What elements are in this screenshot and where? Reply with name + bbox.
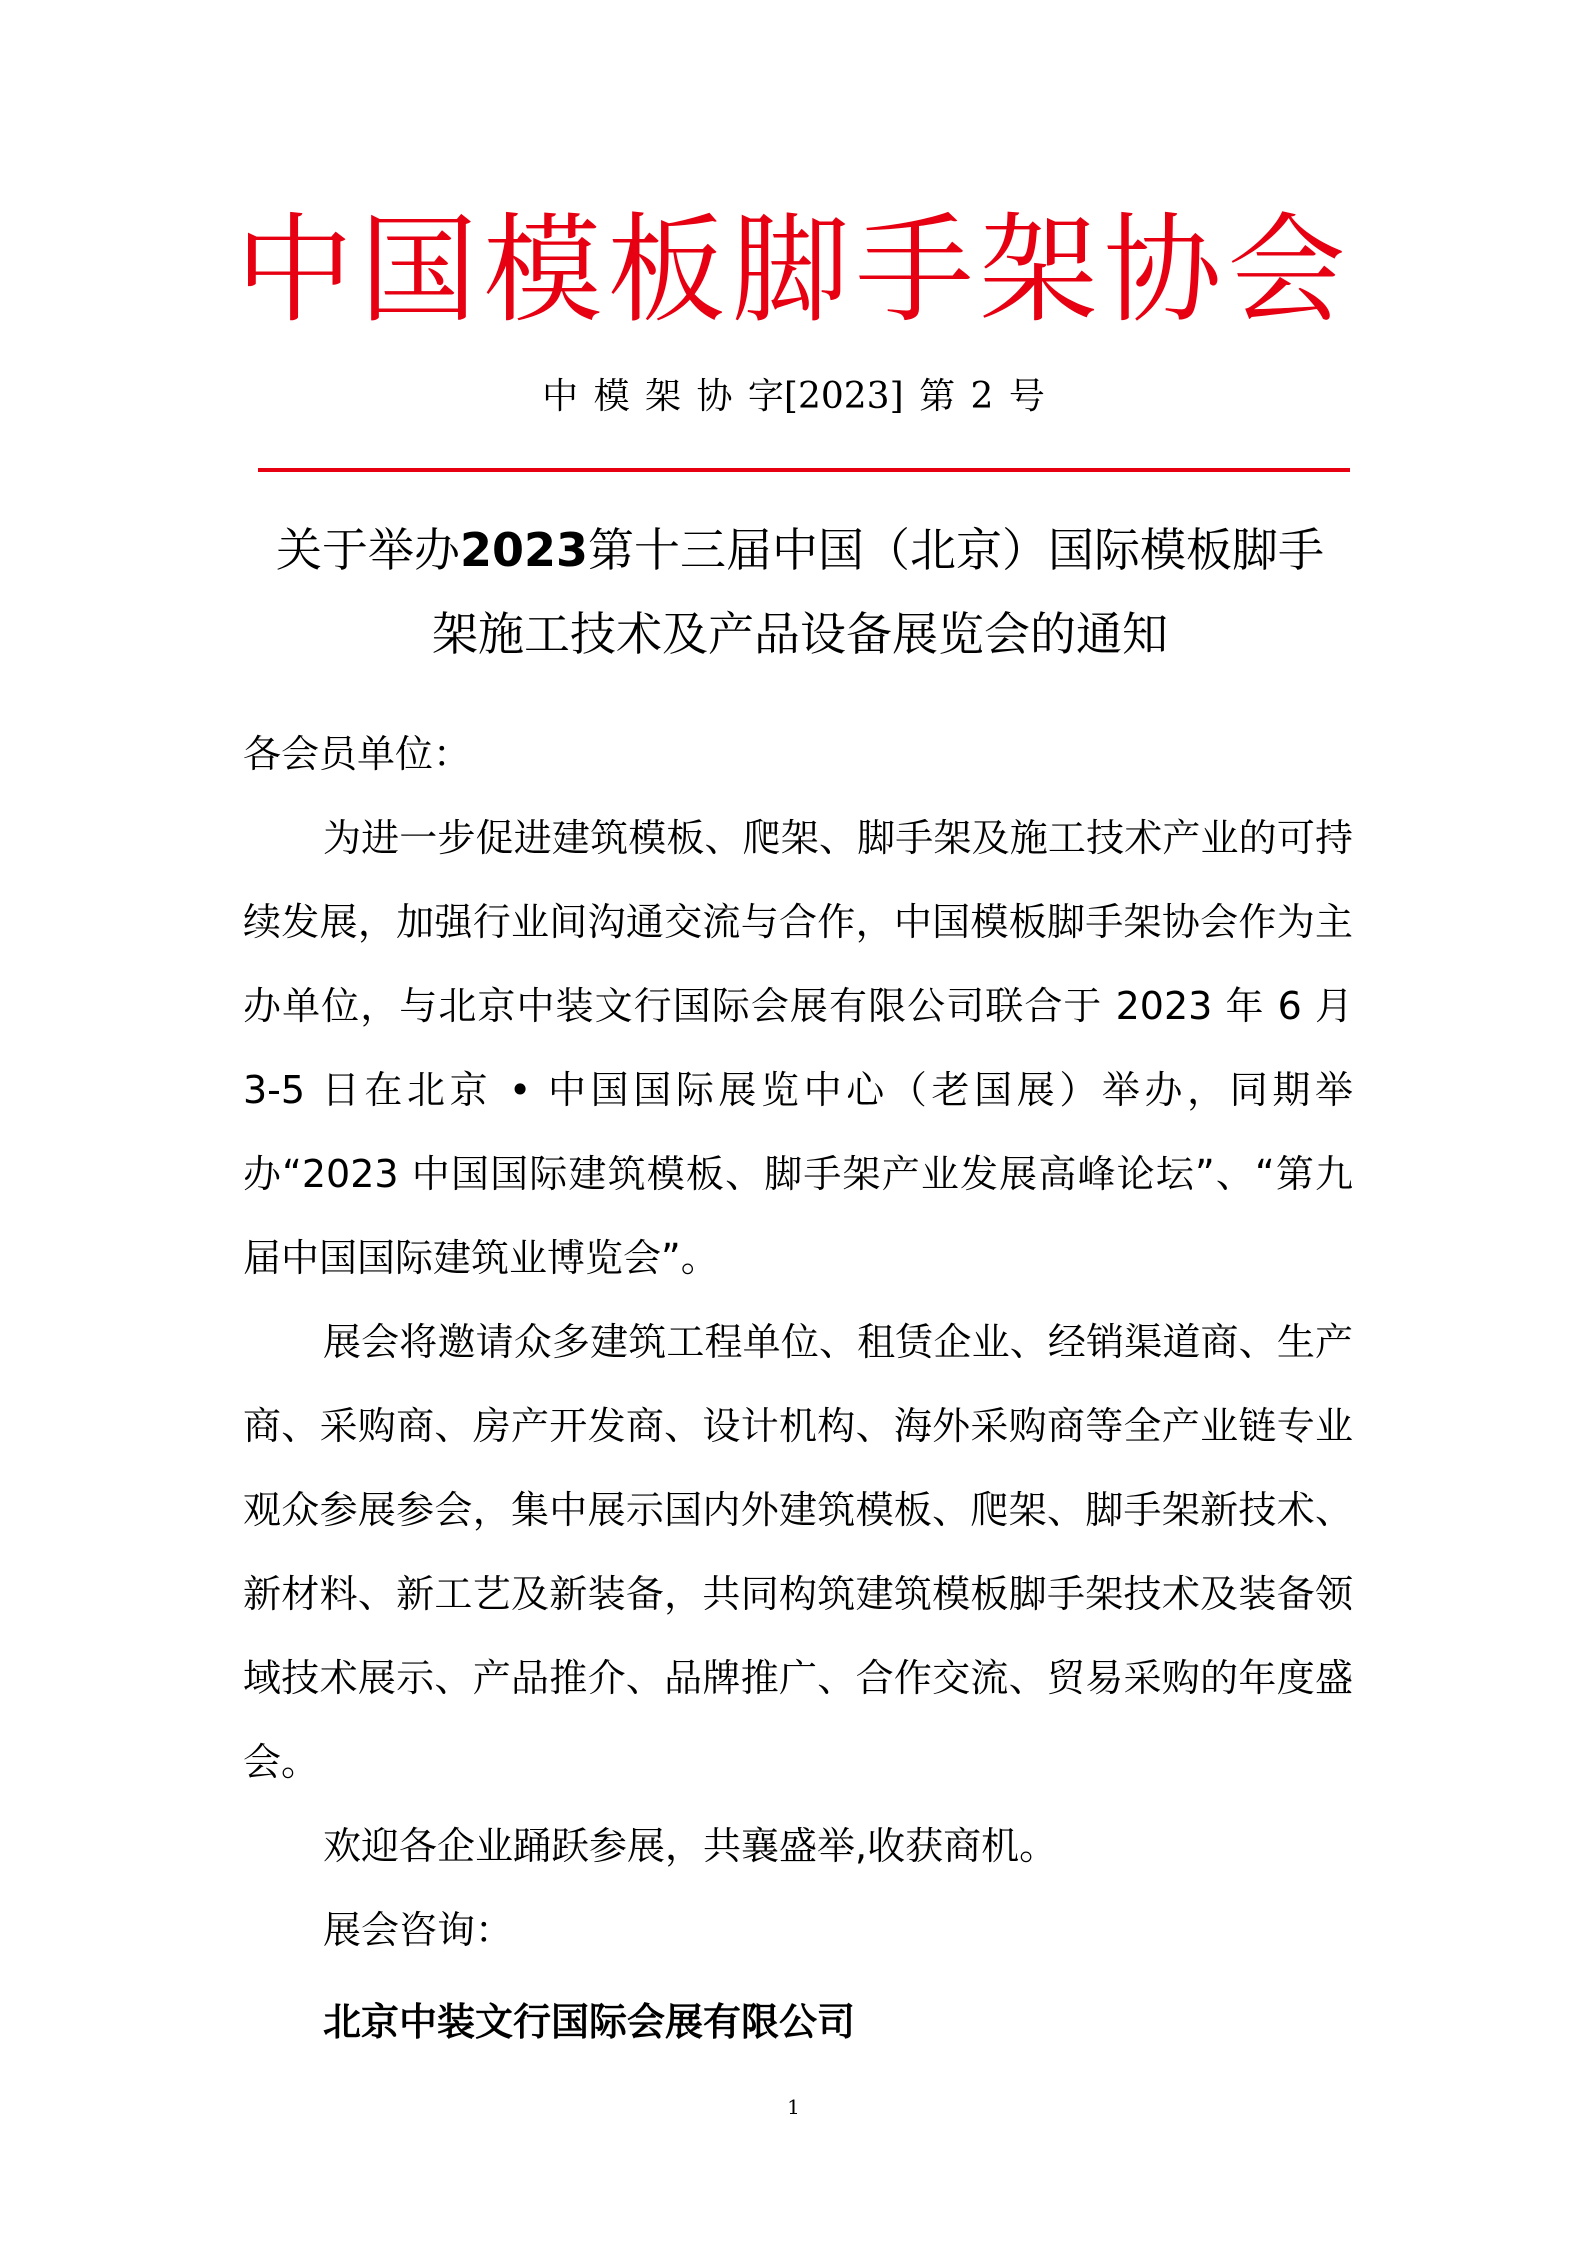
notice-title-suffix: 第十三届中国（北京）国际模板脚手	[588, 523, 1325, 577]
body-paragraph-2: 展会将邀请众多建筑工程单位、租赁企业、经销渠道商、生产商、采购商、房产开发商、设计机构、海外采购商等全产业链专业观众参展参会，集中展示国内外建筑模板、爬架、脚手架新技术、新材料、新工艺及新装备，共同构筑建筑模板脚手架技术及装备领域技术展示、产品推介、品牌推广、合作交流、贸易采购的年度盛会。	[243, 1320, 1353, 1784]
body-paragraph-3: 欢迎各企业踊跃参展，共襄盛举,收获商机。	[323, 1824, 1058, 1868]
notice-title-line-1	[240, 508, 1360, 592]
notice-title	[240, 508, 1360, 676]
red-divider-line	[258, 468, 1350, 472]
page-number: 1	[787, 2095, 800, 2119]
document-number: 中 模 架 协 字[2023] 第 2 号	[542, 376, 1045, 417]
organization-title: 中国模板脚手架协会	[235, 201, 1352, 339]
notice-body	[243, 712, 1353, 2064]
consult-label: 展会咨询：	[323, 1908, 514, 1952]
body-paragraph-1: 为进一步促进建筑模板、爬架、脚手架及施工技术产业的可持续发展，加强行业间沟通交流与合作，中国模板脚手架协会作为主办单位，与北京中装文行国际会展有限公司联合于 2023 年 6 月 3-5 日在北京 • 中国国际展览中心（老国展）举办，同期举办“2023 中国国际建筑模板、脚手架产业发展高峰论坛”、“第九届中国国际建筑业博览会”。	[243, 816, 1353, 1280]
salutation: 各会员单位：	[243, 732, 472, 776]
company-name: 北京中装文行国际会展有限公司	[323, 2000, 856, 2044]
notice-title-line-2: 架施工技术及产品设备展览会的通知	[432, 607, 1168, 661]
notice-title-prefix: 关于举办	[275, 523, 460, 577]
notice-title-year: 2023	[459, 523, 589, 577]
